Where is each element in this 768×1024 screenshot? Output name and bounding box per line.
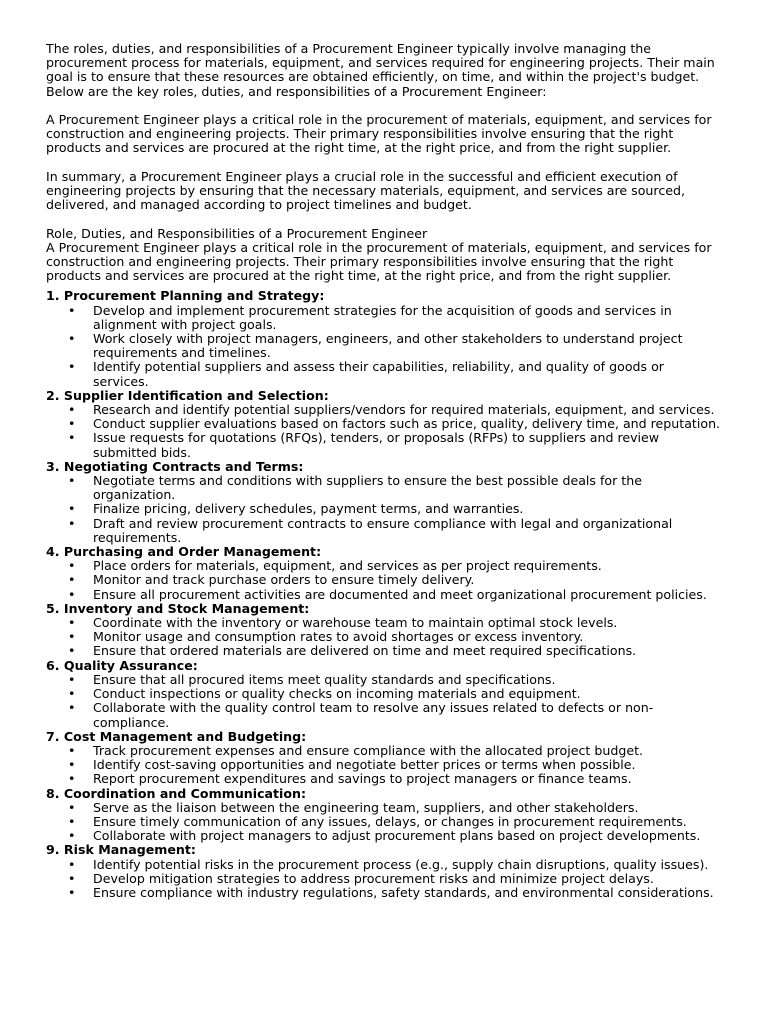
bullet-item: • Draft and review procurement contracts to ensure compliance with legal and organizational requirements. [93,517,722,545]
bullet-list [46,616,722,659]
conclusion-paragraph: In summary, a Procurement Engineer plays a crucial role in the successful and efficient execution of engineering projects by ensuring that the necessary materials, equipment, and services are sourced, delivered, and managed according to project timelines and budget. [46,168,685,213]
bullet-item: • Ensure all procurement activities are documented and meet organizational procurement policies. [93,588,722,602]
section-item [46,659,722,730]
intro-paragraph: The roles, duties, and responsibilities of a Procurement Engineer typically involve managing the procurement process for materials, equipment, and services required for engineering projects. Their main goal is to ensure that these resources are obtained efficiently, on time, and within the project's budget. Below are the key roles, duties, and responsibilities of a Procurement Engineer: [46,41,715,99]
bullet-item: • Work closely with project managers, engineers, and other stakeholders to understand project requirements and timelines. [93,332,722,360]
responsibilities-list [46,289,722,900]
bullet-item: • Serve as the liaison between the engineering team, suppliers, and other stakeholders. [93,801,722,815]
section-item [46,602,722,659]
section-title: 5. Inventory and Stock Management: [46,600,310,616]
bullet-item: • Research and identify potential suppliers/vendors for required materials, equipment, and services. [93,403,722,417]
bullet-item: • Ensure timely communication of any issues, delays, or changes in procurement requirements. [93,815,722,829]
bullet-item: • Collaborate with project managers to adjust procurement plans based on project developments. [93,829,722,843]
bullet-item: • Finalize pricing, delivery schedules, payment terms, and warranties. [93,502,722,516]
bullet-item: • Coordinate with the inventory or warehouse team to maintain optimal stock levels. [93,616,722,630]
bullet-list [46,858,722,901]
bullet-list [46,474,722,545]
section-title: 1. Procurement Planning and Strategy: [46,288,325,304]
role-heading: Role, Duties, and Responsibilities of a Procurement Engineer [46,225,428,241]
section-title: 8. Coordination and Communication: [46,785,307,801]
section-item [46,787,722,844]
bullet-item: • Ensure that all procured items meet quality standards and specifications. [93,673,722,687]
section-item [46,545,722,602]
bullet-item: • Ensure that ordered materials are delivered on time and meet required specifications. [93,644,722,658]
bullet-list [46,673,722,730]
section-item [46,730,722,787]
bullet-item: • Track procurement expenses and ensure compliance with the allocated project budget. [93,744,722,758]
section-title: 2. Supplier Identification and Selection: [46,387,329,403]
bullet-item: • Collaborate with the quality control team to resolve any issues related to defects or non-compliance. [93,701,722,729]
bullet-item: • Ensure compliance with industry regulations, safety standards, and environmental considerations. [93,886,722,900]
bullet-item: • Develop mitigation strategies to address procurement risks and minimize project delays. [93,872,722,886]
section-item [46,460,722,545]
section-item [46,289,722,388]
bullet-item: • Identify potential suppliers and assess their capabilities, reliability, and quality of goods or services. [93,360,722,388]
bullet-item: • Identify cost-saving opportunities and negotiate better prices or terms when possible. [93,758,722,772]
bullet-item: • Monitor usage and consumption rates to avoid shortages or excess inventory. [93,630,722,644]
section-title: 6. Quality Assurance: [46,657,198,673]
bullet-list [46,744,722,787]
bullet-item: • Negotiate terms and conditions with suppliers to ensure the best possible deals for the organization. [93,474,722,502]
bullet-item: • Conduct supplier evaluations based on factors such as price, quality, delivery time, and reputation. [93,417,722,431]
section-title: 7. Cost Management and Budgeting: [46,728,307,744]
bullet-item: • Identify potential risks in the procurement process (e.g., supply chain disruptions, quality issues). [93,858,722,872]
section-title: 3. Negotiating Contracts and Terms: [46,458,304,474]
bullet-item: • Place orders for materials, equipment, and services as per project requirements. [93,559,722,573]
section-item [46,389,722,460]
bullet-item: • Issue requests for quotations (RFQs), tenders, or proposals (RFPs) to suppliers and review submitted bids. [93,431,722,459]
summary-paragraph: A Procurement Engineer plays a critical role in the procurement of materials, equipment, and services for construction and engineering projects. Their primary responsibilities involve ensuring that the right products and services are procured at the right time, at the right price, and from the right supplier. [46,112,712,156]
bullet-list [46,403,722,460]
section-item [46,843,722,900]
bullet-list [46,559,722,602]
bullet-item: • Monitor and track purchase orders to ensure timely delivery. [93,573,722,587]
bullet-item: • Conduct inspections or quality checks on incoming materials and equipment. [93,687,722,701]
bullet-list [46,304,722,389]
section-title: 4. Purchasing and Order Management: [46,544,322,560]
bullet-item: • Report procurement expenditures and savings to project managers or finance teams. [93,772,722,786]
bullet-item: • Develop and implement procurement strategies for the acquisition of goods and services in alignment with project goals. [93,304,722,332]
bullet-list [46,801,722,844]
section-title: 9. Risk Management: [46,842,196,858]
role-paragraph: A Procurement Engineer plays a critical role in the procurement of materials, equipment, and services for construction and engineering projects. Their primary responsibilities involve ensuring that the right products and services are procured at the right time, at the right price, and from the right supplier. [46,239,712,284]
